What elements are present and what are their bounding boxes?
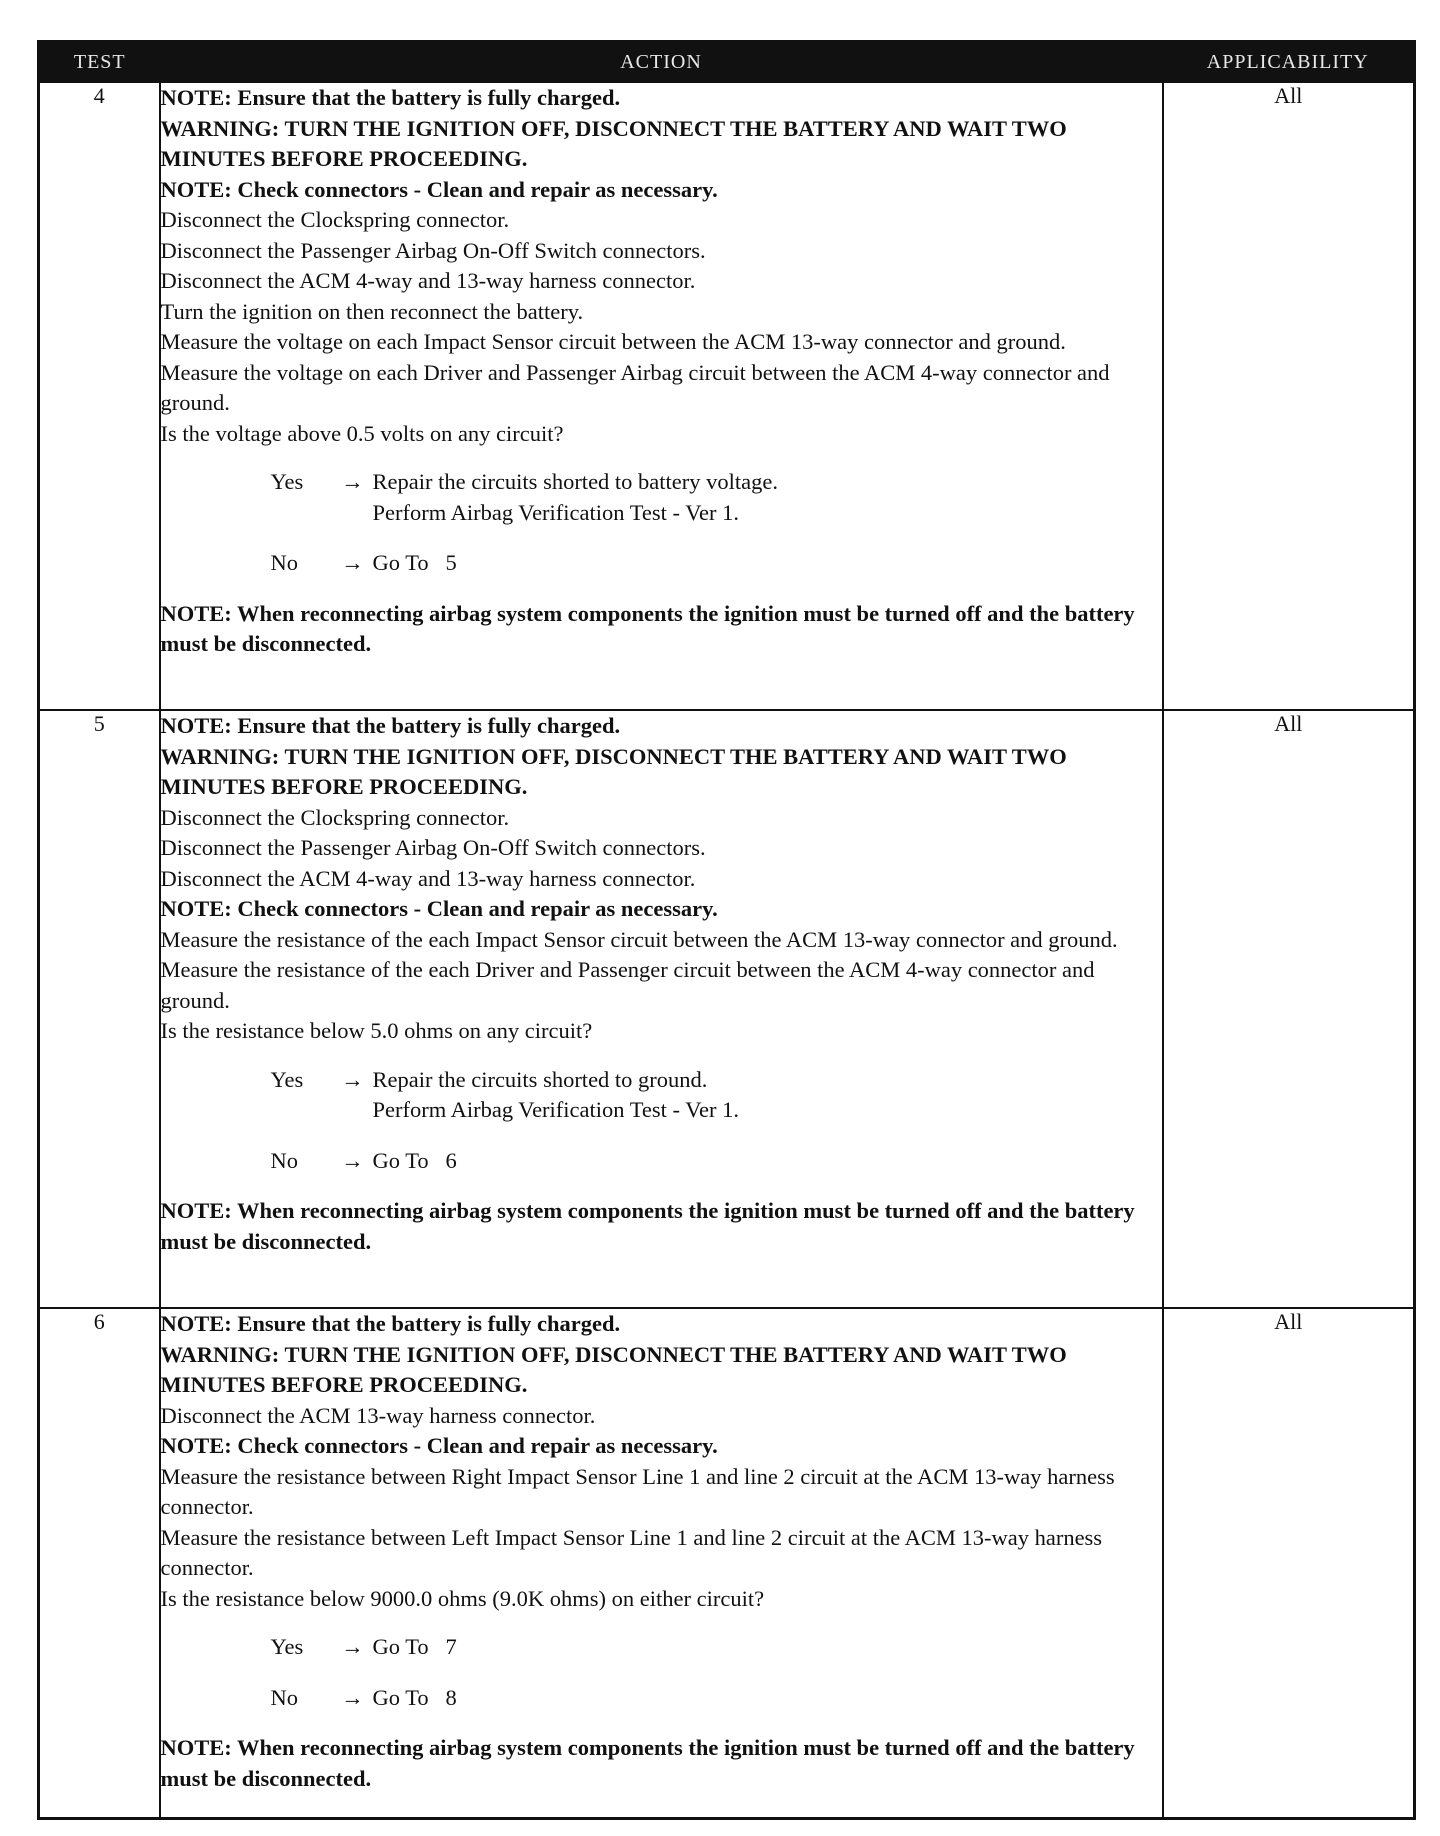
no-label: No	[270, 550, 298, 575]
yes-result: Go To 7	[372, 1634, 457, 1659]
yes-label: Yes	[270, 1066, 304, 1092]
note-line: NOTE: Ensure that the battery is fully charged.	[160, 1311, 621, 1336]
header-test: TEST	[39, 42, 160, 83]
step-line: Measure the resistance of the each Driver and Passenger circuit between the ACM 4-way connector and ground.	[160, 957, 1095, 1013]
yes-response	[271, 1632, 1162, 1663]
note-line: NOTE: Check connectors - Clean and repair as necessary.	[160, 1433, 718, 1458]
table-header-row	[39, 42, 1415, 83]
question-line: Is the resistance below 9000.0 ohms (9.0K ohms) on either circuit?	[160, 1585, 765, 1611]
arrow-icon: →	[341, 1147, 364, 1173]
yes-result: Perform Airbag Verification Test - Ver 1.	[372, 1097, 739, 1122]
no-result: Go To 6	[372, 1147, 457, 1173]
step-line: Disconnect the ACM 13-way harness connector.	[160, 1402, 596, 1428]
step-line: Turn the ignition on then reconnect the battery.	[160, 298, 584, 324]
yes-label: Yes	[270, 1634, 304, 1659]
step-line: Disconnect the ACM 4-way and 13-way harness connector.	[160, 268, 696, 293]
step-line: Disconnect the Clockspring connector.	[160, 207, 510, 232]
footer-note: NOTE: When reconnecting airbag system components the ignition must be turned off and the battery must be disconnected.	[160, 1735, 1135, 1791]
action-cell	[160, 710, 1163, 1308]
no-label: No	[270, 1147, 298, 1173]
header-action: ACTION	[160, 42, 1163, 83]
warning-line: WARNING: TURN THE IGNITION OFF, DISCONNECT THE BATTERY AND WAIT TWO MINUTES BEFORE PROCEEDING.	[160, 1341, 1067, 1397]
table-row	[39, 1308, 1415, 1818]
no-response	[271, 1683, 1162, 1714]
test-number: 4	[39, 82, 160, 710]
note-line: NOTE: Check connectors - Clean and repair as necessary.	[160, 896, 718, 921]
table-row	[39, 710, 1415, 1308]
yes-response	[271, 1065, 1162, 1126]
arrow-icon: →	[341, 469, 364, 494]
step-line: Disconnect the Passenger Airbag On-Off Switch connectors.	[160, 237, 706, 263]
arrow-icon: →	[341, 1684, 364, 1710]
yes-result: Repair the circuits shorted to battery voltage.	[372, 469, 778, 494]
footer-note: NOTE: When reconnecting airbag system components the ignition must be turned off and the battery must be disconnected.	[160, 1198, 1135, 1254]
note-line: NOTE: Check connectors - Clean and repair as necessary.	[160, 176, 718, 202]
table-row	[39, 82, 1415, 710]
step-line: Measure the voltage on each Impact Sensor circuit between the ACM 13-way connector and ground.	[160, 329, 1066, 354]
action-cell	[160, 82, 1163, 710]
test-number: 5	[39, 710, 160, 1308]
diagnostic-table	[37, 40, 1416, 1820]
yes-response	[271, 467, 1162, 528]
step-line: Measure the resistance between Right Impact Sensor Line 1 and line 2 circuit at the ACM 13-way harness connector.	[160, 1463, 1115, 1519]
step-line: Measure the resistance of the each Impact Sensor circuit between the ACM 13-way connector and ground.	[160, 926, 1118, 952]
warning-line: WARNING: TURN THE IGNITION OFF, DISCONNECT THE BATTERY AND WAIT TWO MINUTES BEFORE PROCEEDING.	[160, 743, 1067, 799]
diagnostic-page	[37, 40, 1413, 1820]
yes-label: Yes	[270, 469, 304, 494]
step-line: Measure the resistance between Left Impact Sensor Line 1 and line 2 circuit at the ACM 13-way harness connector.	[160, 1524, 1103, 1580]
note-line: NOTE: Ensure that the battery is fully charged.	[160, 713, 621, 738]
no-result: Go To 8	[372, 1684, 457, 1710]
no-response	[271, 548, 1162, 579]
step-line: Disconnect the ACM 4-way and 13-way harness connector.	[160, 865, 696, 891]
header-applicability: APPLICABILITY	[1163, 42, 1415, 83]
no-result: Go To 5	[372, 550, 457, 575]
step-line: Disconnect the Clockspring connector.	[160, 804, 510, 830]
test-number: 6	[39, 1308, 160, 1818]
arrow-icon: →	[341, 550, 364, 575]
step-line: Disconnect the Passenger Airbag On-Off Switch connectors.	[160, 835, 706, 860]
question-line: Is the resistance below 5.0 ohms on any circuit?	[160, 1018, 593, 1043]
applicability-cell: All	[1163, 1308, 1415, 1818]
no-label: No	[270, 1684, 298, 1710]
applicability-cell: All	[1163, 710, 1415, 1308]
step-line: Measure the voltage on each Driver and Passenger Airbag circuit between the ACM 4-way connector and ground.	[160, 359, 1110, 415]
warning-line: WARNING: TURN THE IGNITION OFF, DISCONNECT THE BATTERY AND WAIT TWO MINUTES BEFORE PROCEEDING.	[160, 115, 1067, 171]
yes-result: Perform Airbag Verification Test - Ver 1.	[372, 499, 739, 525]
question-line: Is the voltage above 0.5 volts on any circuit?	[160, 420, 564, 446]
applicability-cell: All	[1163, 82, 1415, 710]
yes-result: Repair the circuits shorted to ground.	[372, 1066, 708, 1092]
footer-note: NOTE: When reconnecting airbag system components the ignition must be turned off and the battery must be disconnected.	[160, 600, 1135, 656]
arrow-icon: →	[341, 1066, 364, 1092]
no-response	[271, 1146, 1162, 1177]
arrow-icon: →	[341, 1634, 364, 1659]
note-line: NOTE: Ensure that the battery is fully charged.	[160, 85, 621, 110]
action-cell	[160, 1308, 1163, 1818]
